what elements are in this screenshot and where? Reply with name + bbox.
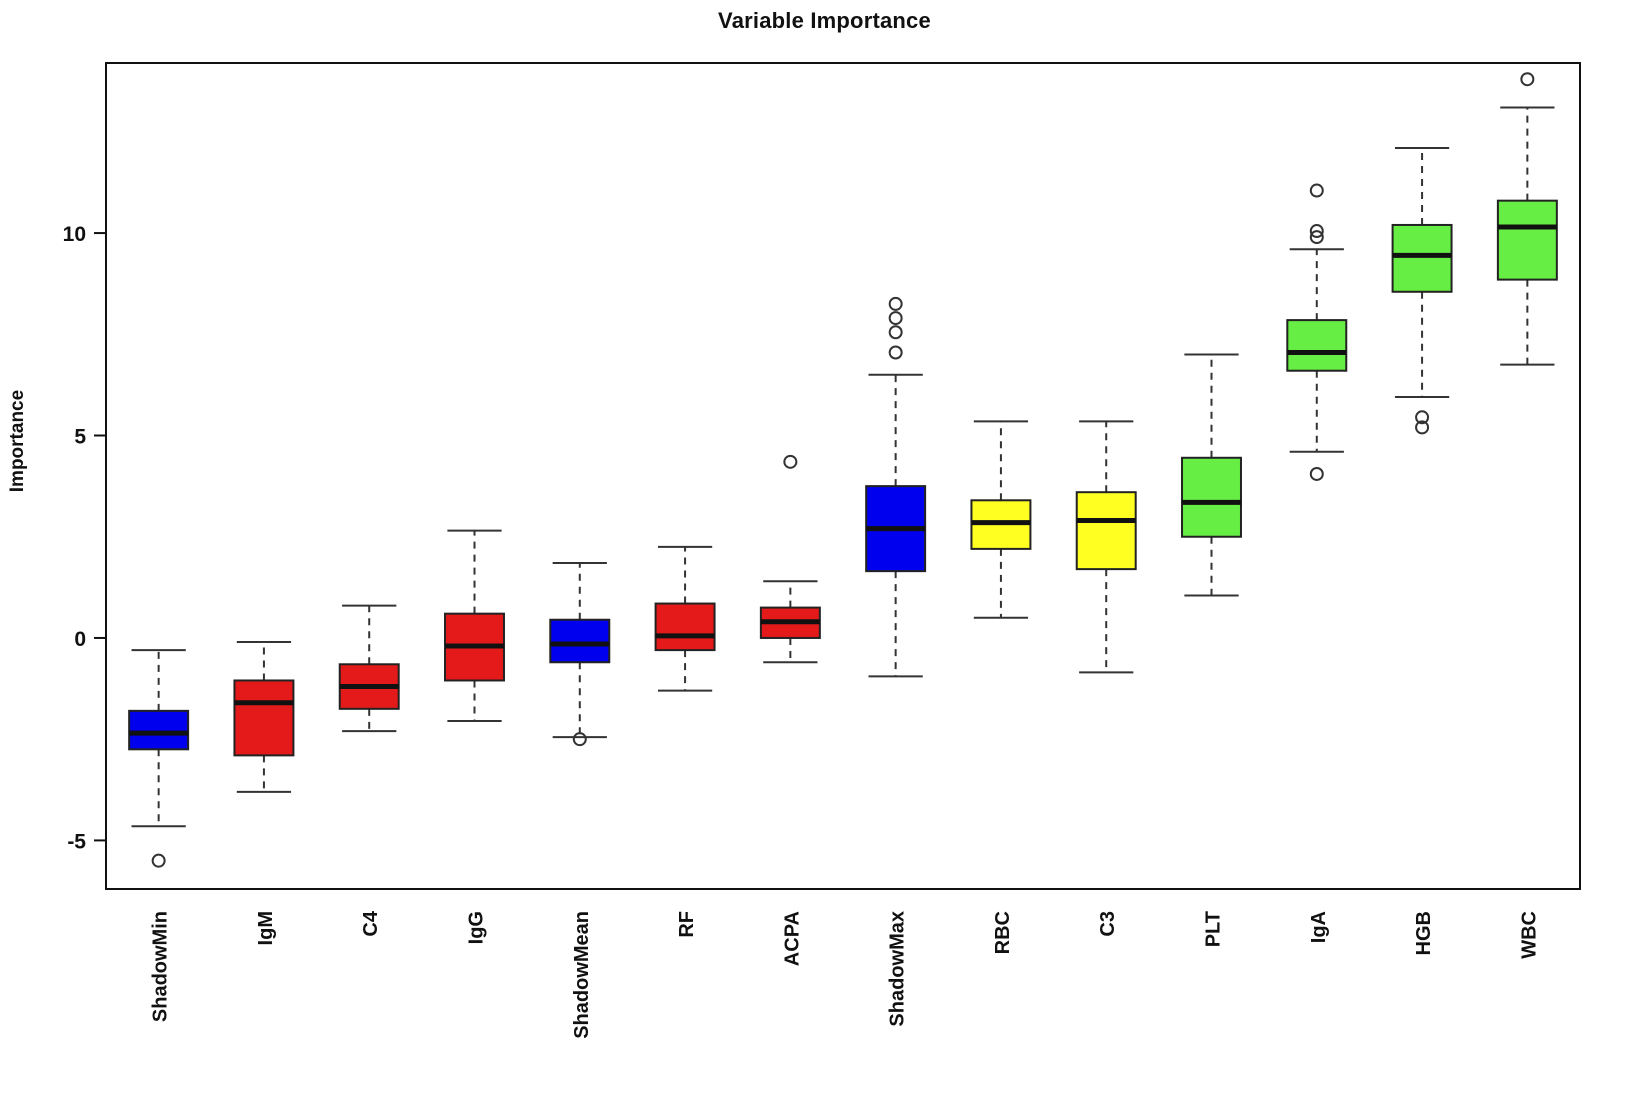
x-category-label: IgM: [254, 911, 277, 946]
x-category-label: C3: [1097, 911, 1120, 937]
x-category-label: ShadowMean: [570, 911, 593, 1039]
plot-frame: [106, 63, 1580, 889]
x-category-label: ShadowMin: [149, 911, 172, 1023]
boxplot-box: [656, 547, 715, 691]
boxplot-box: [971, 421, 1030, 617]
x-category-label: HGB: [1413, 911, 1436, 956]
boxplot-box: [234, 642, 293, 792]
x-category-label: WBC: [1518, 911, 1541, 959]
x-category-label: ACPA: [781, 911, 804, 967]
y-tick-label: -5: [67, 830, 86, 854]
x-category-label: ShadowMax: [886, 911, 909, 1027]
x-category-label: RF: [676, 911, 699, 938]
boxplot-box: [866, 298, 925, 677]
x-category-label: PLT: [1202, 911, 1225, 948]
boxplot-box: [445, 531, 504, 721]
boxplot-box: [1498, 73, 1557, 364]
x-category-label: RBC: [991, 911, 1014, 955]
y-tick-label: 10: [62, 223, 86, 247]
y-tick-label: 5: [74, 425, 86, 449]
boxplot-box: [761, 456, 820, 662]
chart-title: Variable Importance: [718, 8, 931, 33]
boxplot-box: [1077, 421, 1136, 672]
boxplot-box: [1182, 355, 1241, 596]
y-tick-label: 0: [74, 627, 86, 651]
boxplot-box: [129, 650, 188, 867]
x-category-label: IgG: [465, 911, 488, 945]
boxplot-box: [1287, 185, 1346, 480]
boxplot-box: [1393, 148, 1452, 433]
boxplot-box: [550, 563, 609, 745]
x-category-label: C4: [360, 911, 383, 937]
y-axis-label: Importance: [7, 389, 28, 493]
x-category-label: IgA: [1307, 911, 1330, 944]
boxplot-box: [340, 606, 399, 732]
